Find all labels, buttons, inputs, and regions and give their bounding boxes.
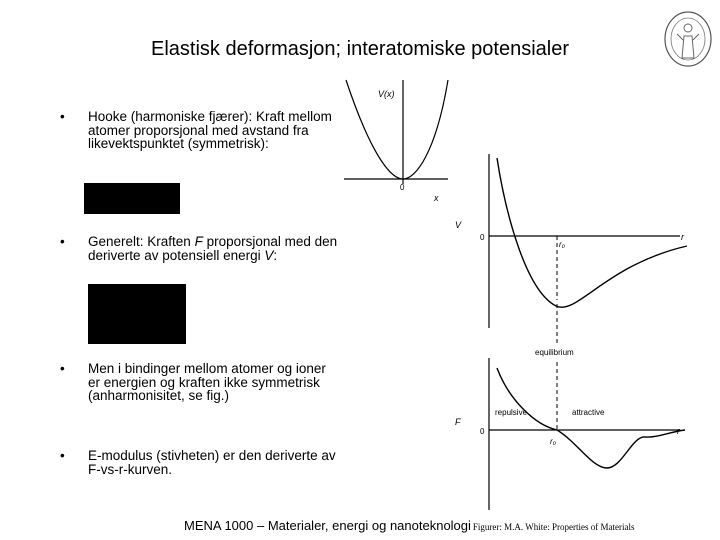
y-axis-label: V(x)	[378, 89, 395, 99]
slide-footer	[184, 518, 634, 533]
bullet-text: E-modulus (stivheten) er den deriverte av F-vs-r-kurven.	[88, 448, 336, 477]
potential-curve	[497, 158, 687, 307]
parabola-curve	[346, 80, 448, 179]
harmonic-potential-figure	[330, 72, 450, 210]
r-label-top: r	[681, 232, 684, 242]
bullet-symbol: •	[60, 448, 65, 463]
formula-derivative-box	[88, 284, 186, 344]
attractive-label: attractive	[572, 408, 605, 417]
bullet-text: Hooke (harmoniske fjærer): Kraft mellom atomer proporsjonal med avstand fra likevektspunktet (symmetrisk):	[88, 109, 332, 151]
formula-hooke-box	[84, 183, 180, 214]
bullet-text: Generelt: Kraften F proporsjonal med den deriverte av potensiell energi V:	[88, 234, 338, 263]
origin-label: 0	[400, 183, 405, 192]
force-curve	[497, 368, 685, 468]
figure-credit: Figurer: M.A. White: Properties of Materials	[472, 522, 635, 532]
slide-title: Elastisk deformasjon; interatomiske potensialer	[151, 38, 569, 60]
bullet-symbol: •	[60, 361, 65, 376]
university-seal-icon	[663, 10, 713, 68]
v-axis-label: V	[455, 220, 462, 230]
repulsive-label: repulsive	[495, 408, 528, 417]
bullet-symbol: •	[60, 109, 65, 124]
potential-force-figure	[447, 150, 697, 515]
bullet-symbol: •	[60, 234, 65, 249]
course-name: MENA 1000 – Materialer, energi og nanoteknologi	[184, 518, 471, 533]
origin-label-bottom: 0	[480, 427, 485, 436]
origin-label-top: 0	[480, 233, 485, 242]
r0-label-top: r₀	[559, 240, 566, 249]
r0-label-bottom: r₀	[550, 437, 557, 446]
bullet-text: Men i bindinger mellom atomer og ioner er energien og kraften ikke symmetrisk (anharmonisitet, se fig.)	[88, 361, 326, 403]
r-label-bottom: r	[677, 426, 680, 436]
equilibrium-label: equilibrium	[535, 348, 574, 357]
f-axis-label: F	[455, 417, 461, 427]
x-axis-label: x	[434, 193, 439, 203]
